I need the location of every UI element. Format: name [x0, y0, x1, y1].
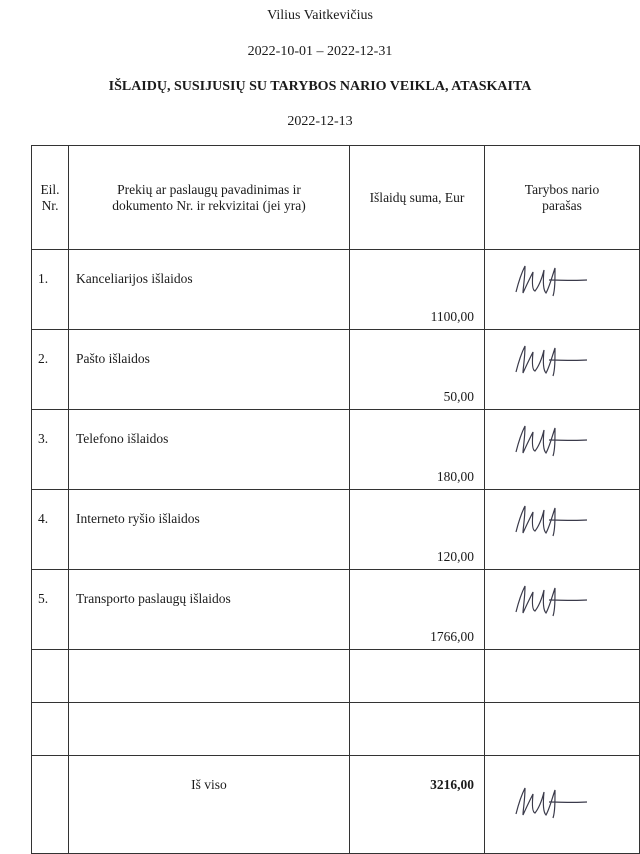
table-row — [32, 570, 640, 650]
row-name: Kanceliarijos išlaidos — [69, 250, 350, 330]
report-date: 2022-12-13 — [287, 114, 353, 129]
total-label: Iš viso — [69, 756, 350, 854]
header-nr: Eil. Nr. — [32, 146, 69, 250]
row-nr: 3. — [32, 410, 69, 490]
header-name: Prekių ar paslaugų pavadinimas ir dokumento Nr. ir rekvizitai (jei yra) — [69, 146, 350, 250]
signature-icon — [511, 500, 591, 538]
person-name: Vilius Vaitkevičius — [267, 8, 373, 23]
row-name: Interneto ryšio išlaidos — [69, 490, 350, 570]
row-nr: 1. — [32, 250, 69, 330]
signature-cell — [485, 330, 640, 410]
signature-cell — [485, 410, 640, 490]
report-period: 2022-10-01 – 2022-12-31 — [247, 44, 393, 59]
row-nr: 5. — [32, 570, 69, 650]
table-header-row — [32, 146, 640, 250]
header-signature: Tarybos nario parašas — [485, 146, 640, 250]
row-sum: 120,00 — [350, 490, 485, 570]
empty-row — [32, 703, 640, 756]
empty-row — [32, 650, 640, 703]
header-sum: Išlaidų suma, Eur — [350, 146, 485, 250]
row-sum: 1766,00 — [350, 570, 485, 650]
table-row — [32, 490, 640, 570]
signature-icon — [511, 260, 591, 298]
table-row — [32, 330, 640, 410]
row-sum: 50,00 — [350, 330, 485, 410]
row-name: Pašto išlaidos — [69, 330, 350, 410]
row-name: Telefono išlaidos — [69, 410, 350, 490]
signature-cell — [485, 250, 640, 330]
signature-icon — [511, 340, 591, 378]
row-sum: 1100,00 — [350, 250, 485, 330]
row-nr: 4. — [32, 490, 69, 570]
signature-cell — [485, 570, 640, 650]
report-title: IŠLAIDŲ, SUSIJUSIŲ SU TARYBOS NARIO VEIKLA, ATASKAITA — [108, 79, 532, 94]
signature-icon — [511, 420, 591, 458]
table-row — [32, 410, 640, 490]
total-row — [32, 756, 640, 854]
table-row — [32, 250, 640, 330]
signature-cell — [485, 756, 640, 854]
signature-icon — [511, 782, 591, 820]
row-sum: 180,00 — [350, 410, 485, 490]
signature-icon — [511, 580, 591, 618]
total-sum: 3216,00 — [350, 756, 485, 854]
row-name: Transporto paslaugų išlaidos — [69, 570, 350, 650]
row-nr: 2. — [32, 330, 69, 410]
expenses-table — [31, 145, 640, 854]
signature-cell — [485, 490, 640, 570]
